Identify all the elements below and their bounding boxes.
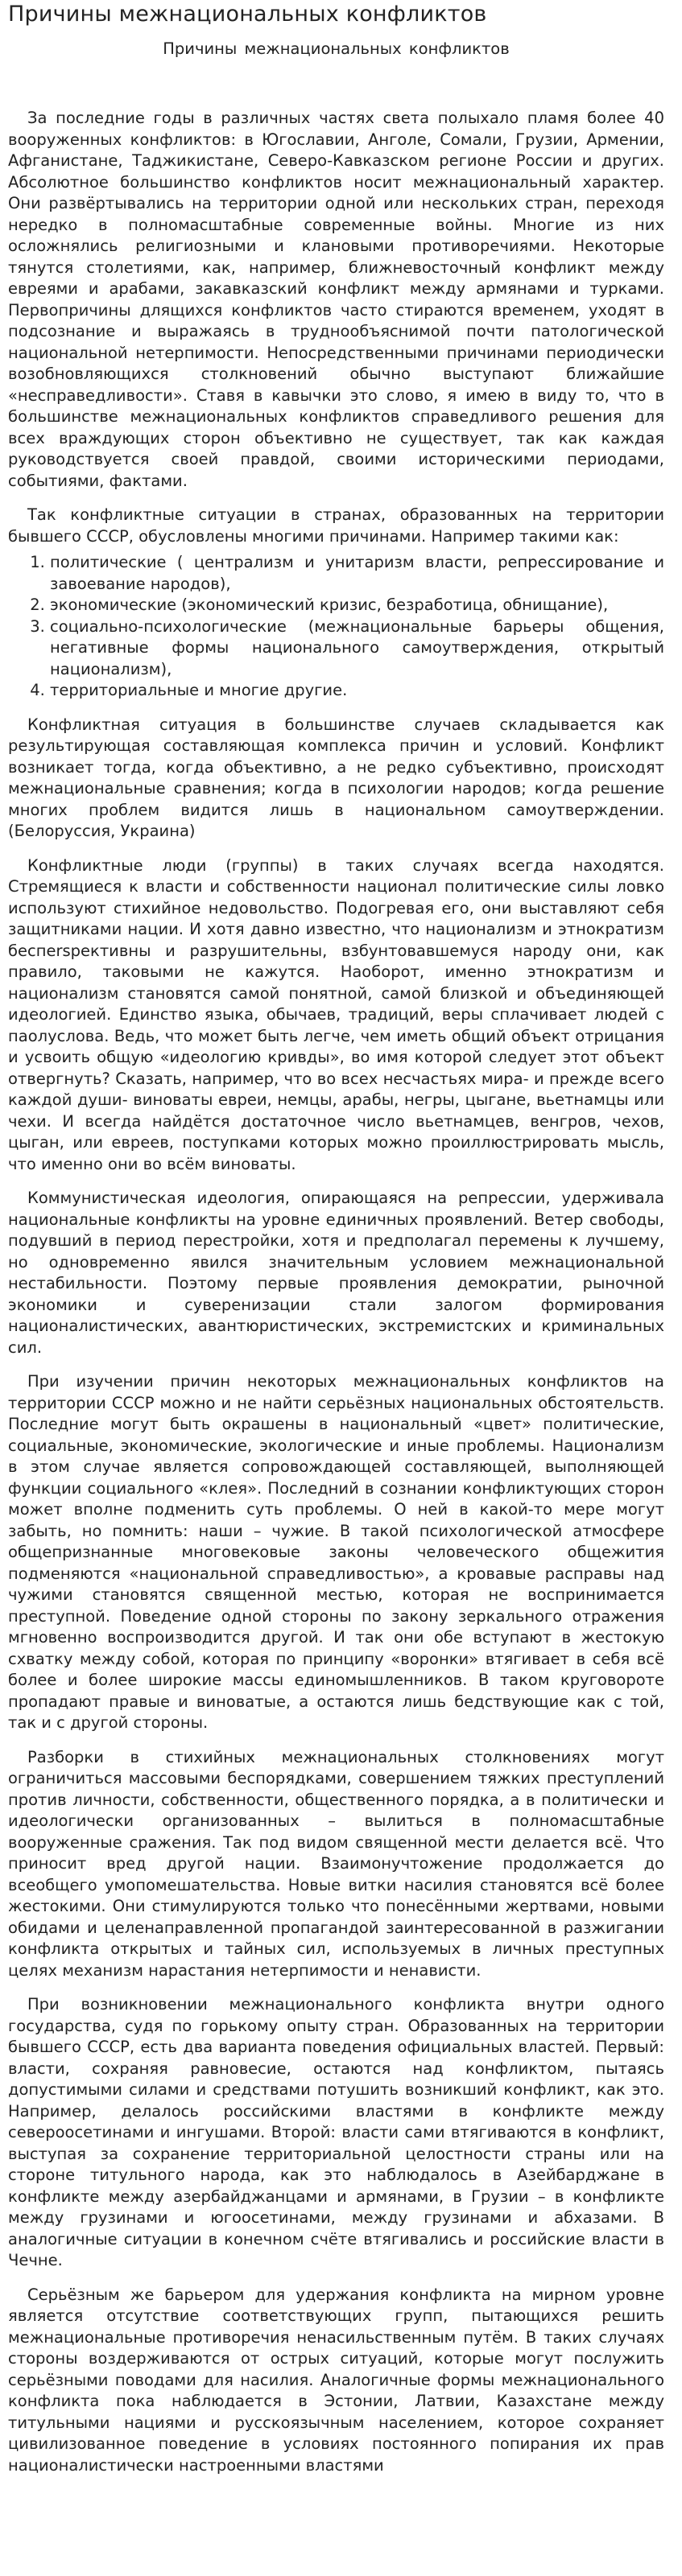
- document-subtitle: Причины межнациональных конфликтов: [163, 39, 510, 58]
- paragraph-conflict-situation: Конфликтная ситуация в большинстве случаев складывается как результирующая составляющая комплекса причин и условий. Конфликт возникает тогда, когда объективно, а не редко субъективно, происходят межнациональные сравнения; когда в психологии народов; когда решение многих проблем видится лишь в национальном самоутверждении. (Белоруссия, Украина): [8, 715, 664, 840]
- paragraph-study-of-causes: При изучении причин некоторых межнациональных конфликтов на территории СССР можно и не найти серьёзных национальных обстоятельств. Последние могут быть окрашены в национальный «цвет» политические, социальные, экономические, экологические и иные проблемы. Национализм в этом случае является сопровождающей составляющей, выполняющей функции социального «клея». Последний в сознании конфликтующих сторон может вполне подменить суть проблемы. О ней в какой-то мере могут забыть, но помнить: наши – чужие. В такой психологической атмосфере общепризнанные многовековые законы человеческого общежития подменяются «национальной справедливостью», а кровавые расправы над чужими становятся священной местью, которая не воспринимается преступной. Поведение одной стороны по закону зеркального отражения мгновенно воспроизводится другой. И так они обе вступают в жестокую схватку между собой, которая по принципу «воронки» втягивает в себя всё более и более широкие массы единомышленников. В таком круговороте пропадают правые и виноватые, а остаются лишь бедствующие как с той, так и с другой стороны.: [8, 1372, 664, 1732]
- paragraph-communist-ideology: Коммунистическая идеология, опирающаяся на репрессии, удерживала национальные конфликты на уровне единичных проявлений. Ветер свободы, подувший в период перестройки, хотя и предполагал перемены к лучшему, но одновременно явился значительным условием межнациональной нестабильности. Поэтому первые проявления демократии, рыночной экономики и суверенизации стали залогом формирования националистических, авантюристических, экстремистских и криминальных сил.: [8, 1189, 664, 1357]
- paragraph-spontaneous-clashes: Разборки в стихийных межнациональных столкновениях могут ограничиться массовыми беспорядками, совершением тяжких преступлений против личности, собственности, общественного порядка, а в политически и идеологически организованных – вылиться в полномасштабные вооруженные сражения. Так под видом священной мести делается всё. Что приносит вред другой нации. Взаимонучтожение продолжается до всеобщего умопомешательства. Новые витки насилия становятся всё более жестокими. Они стимулируются только что понесёнными жертвами, новыми обидами и целенаправленной пропагандой заинтересованной в разжигании конфликта открытых и тайных сил, используемых в личных преступных целях механизм нарастания нетерпимости и ненависти.: [8, 1747, 664, 1980]
- paragraph-conflict-people: Конфликтные люди (группы) в таких случаях всегда находятся. Стремящиеся к власти и собственности национал политические силы ловко используют стихийное недовольство. Подогревая его, они выставляют себя защитниками нации. И хотя давно известно, что национализм и этнократизм беспerspективны и разрушительны, взбунтовавшемуся народу они, как правило, таковыми не кажутся. Наоборот, именно этнократизм и национализм становятся самой понятной, самой близкой и объединяющей идеологией. Единство языка, обычаев, традиций, веры сплачивает людей с паолусловa. Ведь, что может быть легче, чем иметь общий объект отрицания и усвоить общую «идеологию кривды», во имя которой следует этот объект отвергнуть? Сказать, например, что во всех несчастьях мира- и прежде всего каждой души- виноваты евреи, немцы, арабы, негры, цыгане, вьетнамцы или чехи. И всегда найдётся достаточное число вьетнамцев, венгров, чехов, цыган, или евреев, поступками которых можно проиллюстрировать мысль, что именно они во всём виноваты.: [8, 855, 664, 1173]
- list-item: 3. социально-психологические (межнациональные барьеры общения, негативные формы национального самоутверждения, открытый национализм),: [50, 616, 664, 681]
- paragraph-state-behavior: При возникновении межнационального конфликта внутри одного государства, судя по горькому опыту стран. Образованных на территории бывшего СССР, есть два варианта поведения официальных властей. Первый: власти, сохраняя равновесие, остаются над конфликтом, пытаясь допустимыми силами и средствами потушить возникший конфликт, как это. Например, делалось российскими властями в конфликте между североосетинами и ингушами. Второй: власти сами втягиваются в конфликт, выступая за сохранение территориальной целостности страны или на стороне титульного народа, как это наблюдалось в Азейбарджане в конфликте между азербайджанцами и армянами, в Грузии – в конфликте между грузинами и югоосетинами, между грузинами и абхазами. В аналогичные ситуации в конечном счёте втягивались и российские власти в Чечне.: [8, 1995, 664, 2269]
- list-item: 2. экономические (экономический кризис, безработица, обнищание),: [50, 595, 664, 616]
- causes-list: [8, 552, 664, 702]
- document-title: Причины межнациональных конфликтов: [8, 2, 487, 27]
- list-item: 1. политические ( централизм и унитаризм власти, репрессирование и завоевание народов),: [50, 552, 664, 595]
- paragraph-intro: За последние годы в различных частях света полыхало пламя более 40 вооруженных конфликтов: в Югославии, Анголе, Сомали, Грузии, Армении, Афганистане, Таджикистане, Северо-Кавказском регионе России и других. Абсолютное большинство конфликтов носит межнациональный характер. Они развёртывались на территории одной или нескольких стран, переходя нередко в полномасштабные современные войны. Многие из них осложнялись религиозными и клановыми противоречиями. Некоторые тянутся столетиями, как, например, ближневосточный конфликт между евреями и арабами, закавказский конфликт между армянами и турками. Первопричины длящихся конфликтов часто стираются временем, уходят в подсознание и выражаясь в труднообъяснимой почти патологической национальной нетерпимости. Непосредственными причинами периодически возобновляющихся столкновений обычно выступают ближайшие «несправедливости». Ставя в кавычки это слово, я имею в виду то, что в большинстве межнациональных конфликтов справедливого решения для всех враждующих сторон объективно не существует, так как каждая руководствуется своей правдой, своими историческими периодами, событиями, фактами.: [8, 109, 664, 490]
- paragraph-causes-lead: Так конфликтные ситуации в странах, образованных на территории бывшего СССР, обусловлены многими причинами. Например такими как:: [8, 505, 664, 546]
- list-item: 4. территориальные и многие другие.: [50, 680, 664, 702]
- paragraph-peaceful-barrier: Серьёзным же барьером для удержания конфликта на мирном уровне является отсутствие соответствующих групп, пытающихся решить межнациональные противоречия ненасильственным путём. В таких случаях стороны воздерживаются от острых ситуаций, которые могут послужить серьёзными поводами для насилия. Аналогичные формы межнационального конфликта пока наблюдается в Эстонии, Латвии, Казахстане между титульными нациями и русскоязычным населением, которое сохраняет цивилизованное поведение в условиях постоянного попирания их прав националистически настроенными властями: [8, 2285, 664, 2475]
